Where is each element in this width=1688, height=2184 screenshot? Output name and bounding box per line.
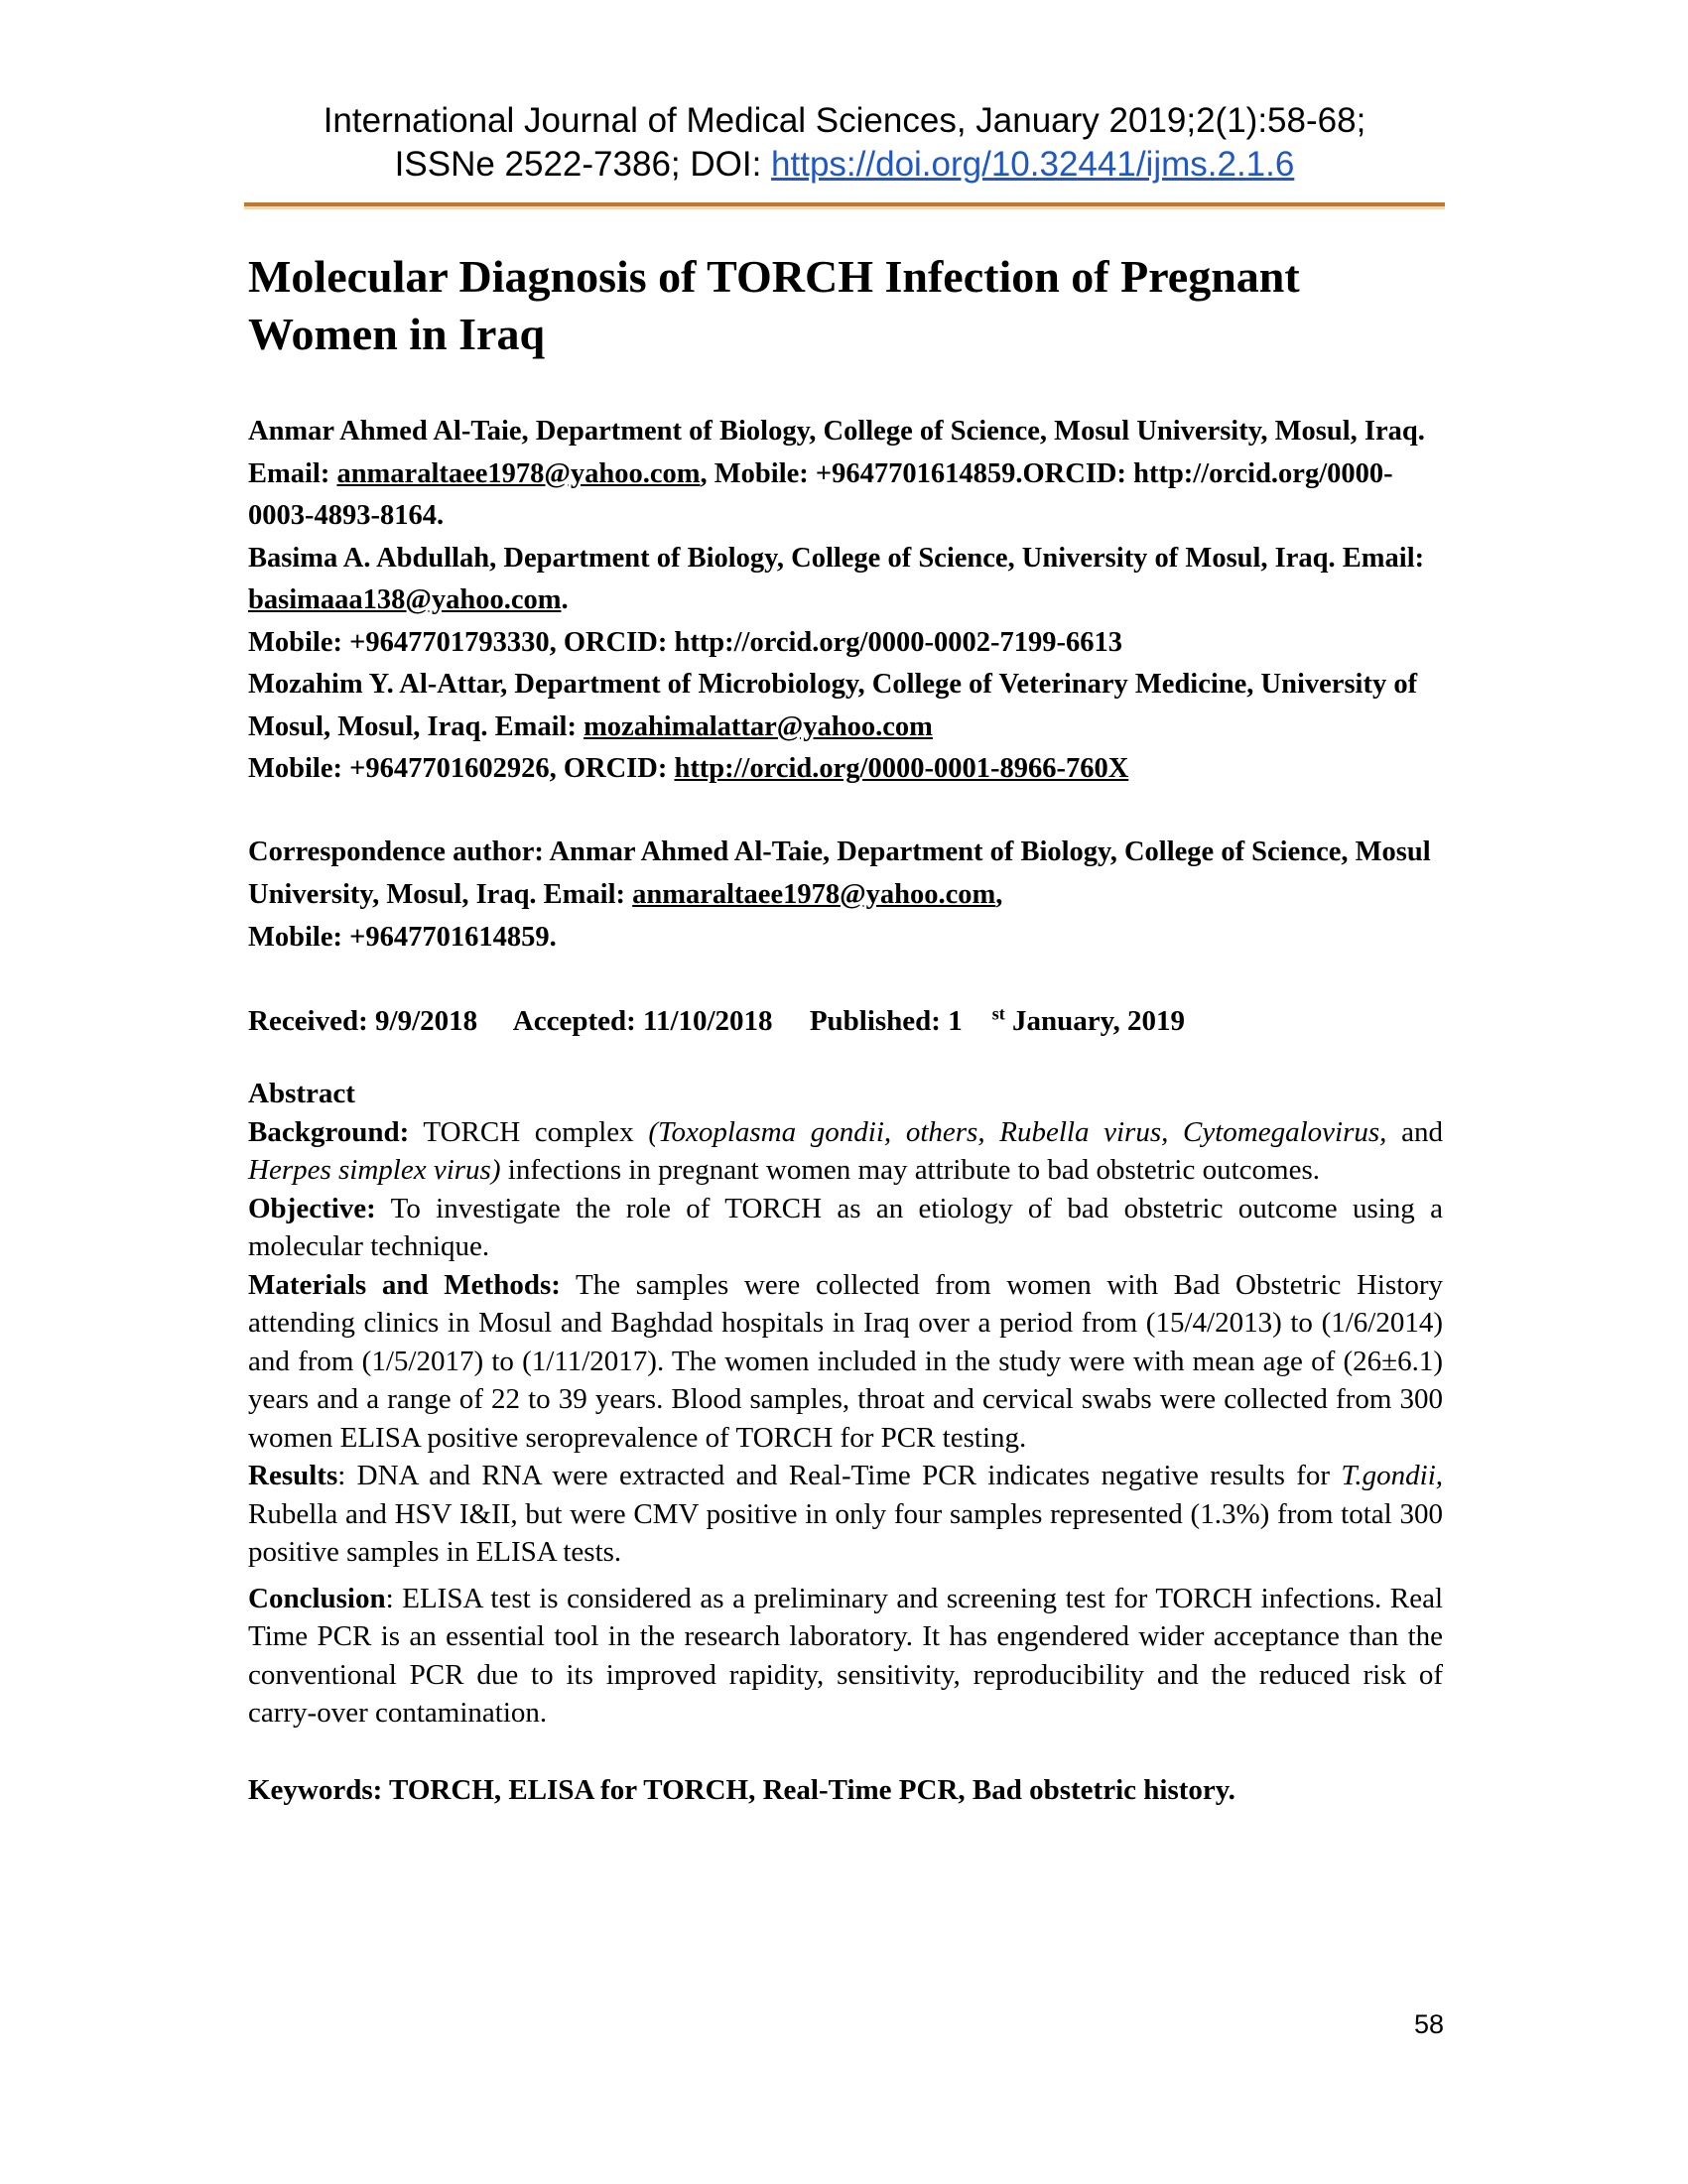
author-1-email-link[interactable]: anmaraltaee1978@yahoo.com bbox=[336, 457, 701, 489]
accepted-date: Accepted: 11/10/2018 bbox=[512, 1005, 773, 1038]
methods-text: The samples were collected from women with Bad Obstetric History attending clinics in Mosul and Baghdad hospitals in Iraq over a period from (15/4/2013) to (1/6/2014) and from (1/5/2017) to (1/11/2017). The women included in the study were with mean age of (26±6.1) years and a range of 22 to 39 years. Blood samples, throat and cervical swabs were collected from 300 women ELISA positive seroprevalence of TORCH for PCR testing. bbox=[248, 1268, 1443, 1454]
author-list bbox=[248, 411, 1443, 791]
author-2-punct: . bbox=[561, 584, 569, 615]
abstract-background bbox=[248, 1113, 1443, 1190]
author-3-email-link[interactable]: mozahimalattar@yahoo.com bbox=[584, 710, 933, 742]
correspondence-punct: , bbox=[995, 878, 1003, 910]
methods-label: Materials and Methods: bbox=[248, 1268, 561, 1301]
journal-header bbox=[244, 99, 1445, 187]
article-content bbox=[248, 248, 1443, 1810]
abstract-methods bbox=[248, 1266, 1443, 1458]
abstract-objective bbox=[248, 1190, 1443, 1266]
conclusion-text: : ELISA test is considered as a preliminary and screening test for TORCH infections. Real Time PCR is an essential tool in the research laboratory. It has engendered wider acceptance than the conventional PCR due to its improved rapidity, sensitivity, reproducibility and the reduced risk of carry-over contamination. bbox=[248, 1582, 1443, 1730]
article-dates bbox=[248, 994, 1443, 1042]
correspondence-block bbox=[248, 831, 1443, 959]
abstract-results bbox=[248, 1457, 1443, 1572]
abstract-conclusion bbox=[248, 1580, 1443, 1733]
author-2-affiliation: Basima A. Abdullah, Department of Biology, College of Science, University of Mosul, Iraq. Email: bbox=[248, 542, 1425, 574]
published-ordinal: st bbox=[991, 1003, 1005, 1024]
published-suffix: January, 2019 bbox=[1004, 1005, 1186, 1038]
keywords: Keywords: TORCH, ELISA for TORCH, Real-Time PCR, Bad obstetric history. bbox=[248, 1773, 1235, 1806]
issn-doi-line bbox=[244, 143, 1445, 187]
correspondence-mobile: Mobile: +9647701614859. bbox=[248, 921, 557, 953]
author-3-contact bbox=[248, 748, 1443, 791]
correspondence-text: Correspondence author: Anmar Ahmed Al-Taie, Department of Biology, College of Science, Mosul University, Mosul, Iraq. Email: bbox=[248, 835, 1431, 910]
background-italic-1: (Toxoplasma gondii, others, Rubella virus, Cytomegalovirus, bbox=[648, 1115, 1387, 1148]
journal-citation: International Journal of Medical Sciences, January 2019;2(1):58-68; bbox=[323, 101, 1366, 140]
background-italic-2: Herpes simplex virus) bbox=[248, 1154, 501, 1187]
author-3-affiliation: Mozahim Y. Al-Attar, Department of Microbiology, College of Veterinary Medicine, University of Mosul, Mosul, Iraq. Email: bbox=[248, 669, 1418, 742]
results-text-2: Rubella and HSV I&II, but were CMV positive in only four samples represented (1.3%) from total 300 positive samples in ELISA tests. bbox=[248, 1497, 1443, 1569]
author-3-orcid-link[interactable]: http://orcid.org/0000-0001-8966-760X bbox=[674, 753, 1129, 784]
background-text-2: and bbox=[1386, 1115, 1443, 1148]
background-text-1: TORCH complex bbox=[409, 1115, 649, 1148]
results-italic: T.gondii, bbox=[1341, 1460, 1443, 1492]
author-2-contact: Mobile: +9647701793330, ORCID: http://orcid.org/0000-0002-7199-6613 bbox=[248, 626, 1122, 658]
article-title: Molecular Diagnosis of TORCH Infection of Pregnant Women in Iraq bbox=[248, 251, 1300, 359]
objective-label: Objective: bbox=[248, 1192, 376, 1224]
author-1-affiliation: Anmar Ahmed Al-Taie, Department of Biology, College of Science, Mosul University, Mosul, Iraq. Email: bbox=[248, 416, 1425, 489]
published-prefix: Published: 1 bbox=[809, 1005, 963, 1038]
page-number: 58 bbox=[1413, 2009, 1444, 2039]
author-1-contact: , Mobile: +9647701614859.ORCID: http://orcid.org/0000-0003-4893-8164. bbox=[248, 457, 1393, 531]
header-divider bbox=[244, 202, 1445, 209]
conclusion-label: Conclusion bbox=[248, 1582, 386, 1614]
correspondence-email-link[interactable]: anmaraltaee1978@yahoo.com bbox=[632, 878, 996, 910]
published-date bbox=[810, 1005, 1215, 1037]
results-label: Results bbox=[248, 1460, 338, 1492]
received-date: Received: 9/9/2018 bbox=[248, 1005, 478, 1038]
background-text-3: infections in pregnant women may attribute to bad obstetric outcomes. bbox=[500, 1154, 1320, 1187]
author-3-mobile: Mobile: +9647701602926, ORCID: bbox=[248, 753, 675, 784]
background-label: Background: bbox=[248, 1115, 410, 1148]
objective-text: To investigate the role of TORCH as an etiology of bad obstetric outcome using a molecular technique. bbox=[248, 1192, 1443, 1263]
author-2 bbox=[248, 538, 1443, 622]
abstract bbox=[248, 1075, 1443, 1733]
author-3 bbox=[248, 664, 1443, 748]
doi-link[interactable]: https://doi.org/10.32441/ijms.2.1.6 bbox=[771, 145, 1295, 184]
abstract-heading: Abstract bbox=[248, 1078, 355, 1110]
author-2-email-link[interactable]: basimaaa138@yahoo.com bbox=[248, 584, 562, 615]
issn-text: ISSNe 2522-7386; DOI: bbox=[394, 145, 772, 184]
author-1 bbox=[248, 411, 1443, 538]
results-text-1: : DNA and RNA were extracted and Real-Time PCR indicates negative results for bbox=[337, 1460, 1342, 1492]
